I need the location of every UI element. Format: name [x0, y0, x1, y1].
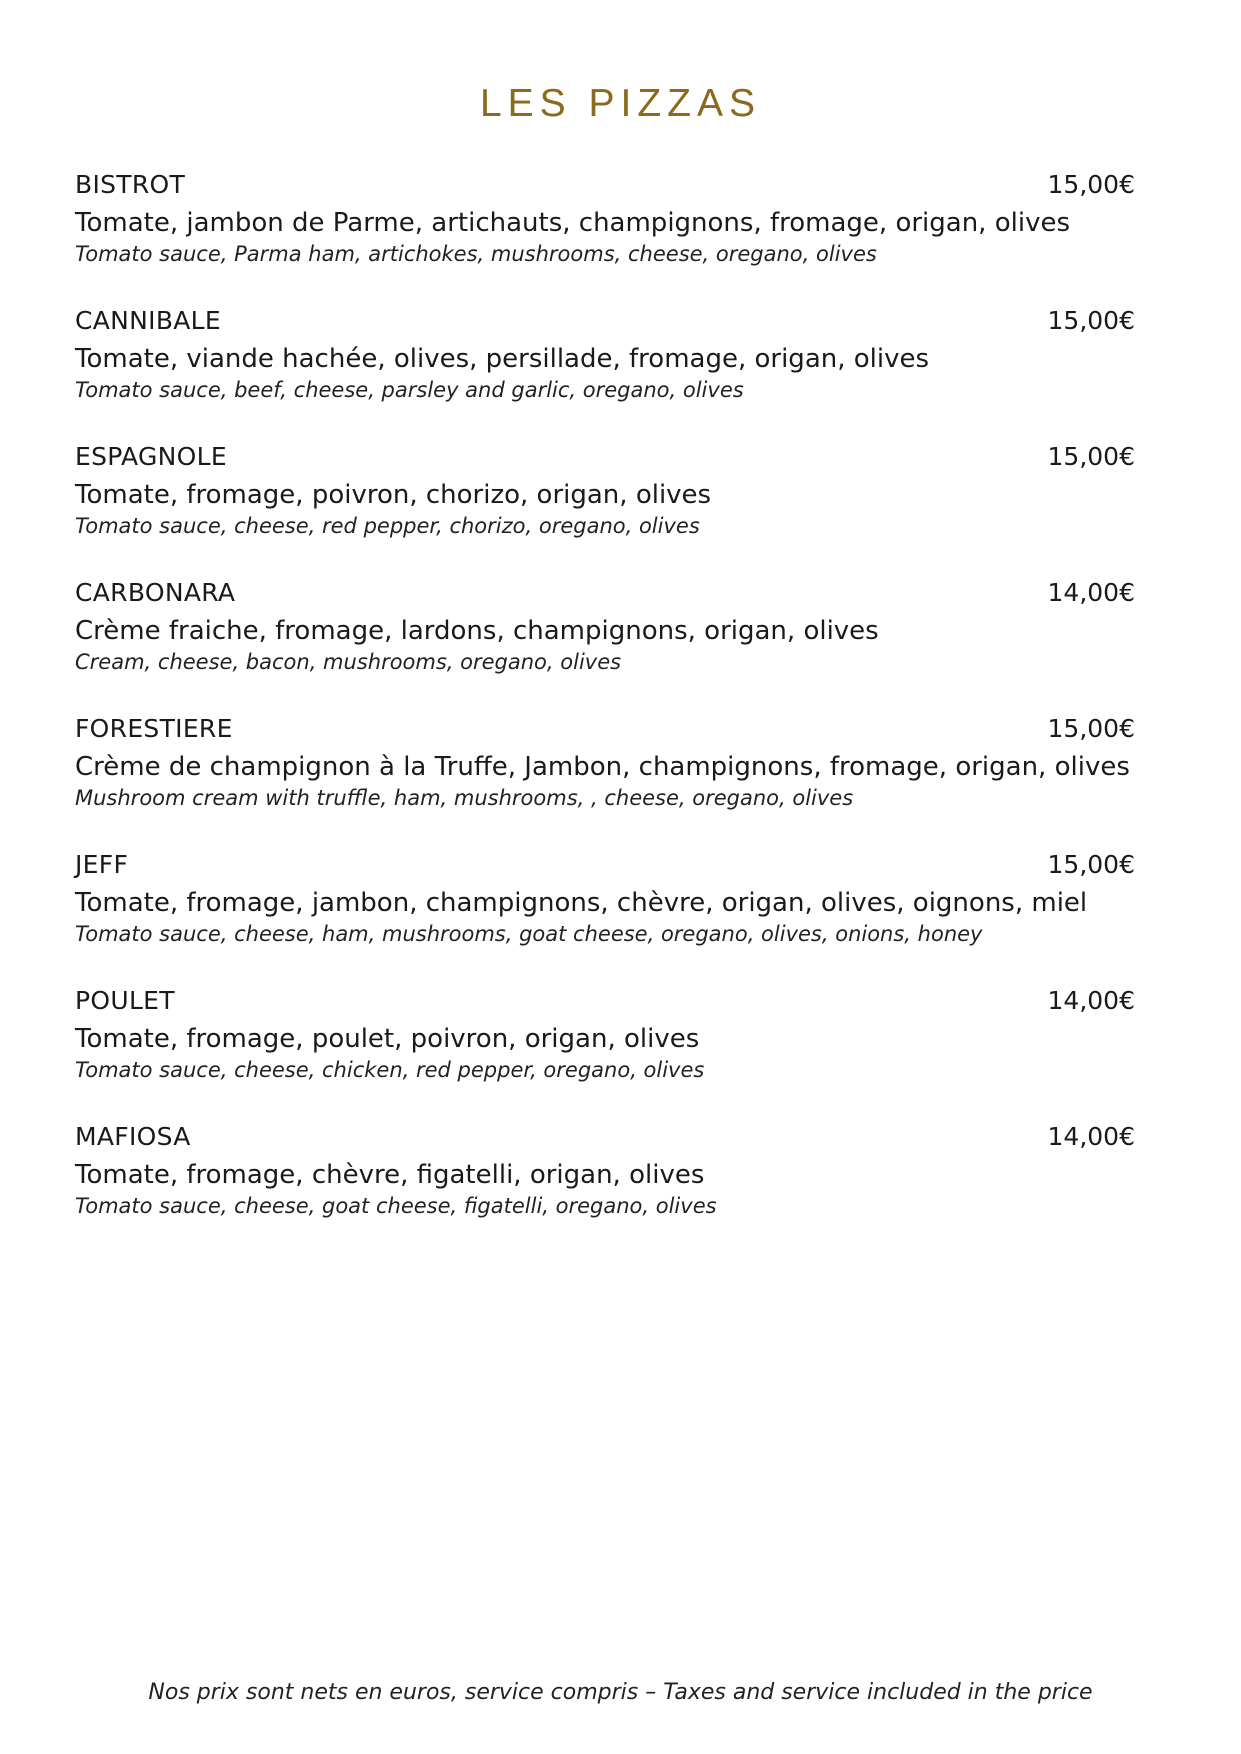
footer-price-note: Nos prix sont nets en euros, service compris – Taxes and service included in the price: [148, 1680, 1093, 1705]
menu-item-description-en: Tomato sauce, cheese, goat cheese, figatelli, oregano, olives: [75, 1194, 717, 1218]
menu-item-description-en: Tomato sauce, cheese, chicken, red pepper, oregano, olives: [75, 1058, 705, 1082]
menu-item-header: [75, 306, 1135, 342]
menu-item-price: 15,00€: [1047, 442, 1135, 471]
menu-item: [75, 170, 1135, 306]
menu-item-header: [75, 1122, 1135, 1158]
menu-item-name: MAFIOSA: [75, 1122, 191, 1151]
menu-item-price: 15,00€: [1047, 850, 1135, 879]
menu-item-description-fr: Tomate, fromage, chèvre, figatelli, origan, olives: [75, 1160, 705, 1190]
menu-item-name: CANNIBALE: [75, 306, 222, 335]
menu-item-price: 14,00€: [1047, 986, 1135, 1015]
menu-item-name: JEFF: [75, 850, 129, 879]
menu-item: [75, 306, 1135, 442]
menu-item-description-fr: Crème fraiche, fromage, lardons, champignons, origan, olives: [75, 616, 879, 646]
menu-item-header: [75, 578, 1135, 614]
menu-item-description-fr: Crème de champignon à la Truffe, Jambon, champignons, fromage, origan, olives: [75, 752, 1130, 782]
menu-item: [75, 714, 1135, 850]
menu-item-description-en: Tomato sauce, Parma ham, artichokes, mushrooms, cheese, oregano, olives: [75, 242, 877, 266]
menu-item-description-en: Tomato sauce, cheese, ham, mushrooms, goat cheese, oregano, olives, onions, honey: [75, 922, 983, 946]
menu-item-price: 15,00€: [1047, 306, 1135, 335]
menu-item-header: [75, 714, 1135, 750]
menu-item: [75, 850, 1135, 986]
menu-item-price: 14,00€: [1047, 578, 1135, 607]
menu-item: [75, 442, 1135, 578]
page-title: LES PIZZAS: [479, 82, 762, 125]
menu-item-name: ESPAGNOLE: [75, 442, 227, 471]
menu-item-header: [75, 442, 1135, 478]
menu-item: [75, 986, 1135, 1122]
menu-item-description-en: Tomato sauce, beef, cheese, parsley and garlic, oregano, olives: [75, 378, 744, 402]
menu-item-description-en: Cream, cheese, bacon, mushrooms, oregano, olives: [75, 650, 622, 674]
menu-item-header: [75, 850, 1135, 886]
menu-item-name: CARBONARA: [75, 578, 236, 607]
menu-item-description-fr: Tomate, fromage, jambon, champignons, chèvre, origan, olives, oignons, miel: [75, 888, 1088, 918]
menu-item: [75, 578, 1135, 714]
menu-item-description-fr: Tomate, viande hachée, olives, persillade, fromage, origan, olives: [75, 344, 930, 374]
pizza-menu-list: [75, 170, 1135, 1258]
menu-item-header: [75, 986, 1135, 1022]
menu-item-description-fr: Tomate, fromage, poulet, poivron, origan, olives: [75, 1024, 700, 1054]
menu-item-description-en: Tomato sauce, cheese, red pepper, chorizo, oregano, olives: [75, 514, 700, 538]
menu-item-name: POULET: [75, 986, 175, 1015]
menu-item-price: 15,00€: [1047, 714, 1135, 743]
menu-item-header: [75, 170, 1135, 206]
menu-item-name: FORESTIERE: [75, 714, 233, 743]
menu-item-description-en: Mushroom cream with truffle, ham, mushrooms, , cheese, oregano, olives: [75, 786, 854, 810]
menu-item-name: BISTROT: [75, 170, 186, 199]
menu-item-description-fr: Tomate, fromage, poivron, chorizo, origan, olives: [75, 480, 712, 510]
menu-item: [75, 1122, 1135, 1258]
menu-item-price: 15,00€: [1047, 170, 1135, 199]
menu-item-price: 14,00€: [1047, 1122, 1135, 1151]
menu-item-description-fr: Tomate, jambon de Parme, artichauts, champignons, fromage, origan, olives: [75, 208, 1070, 238]
